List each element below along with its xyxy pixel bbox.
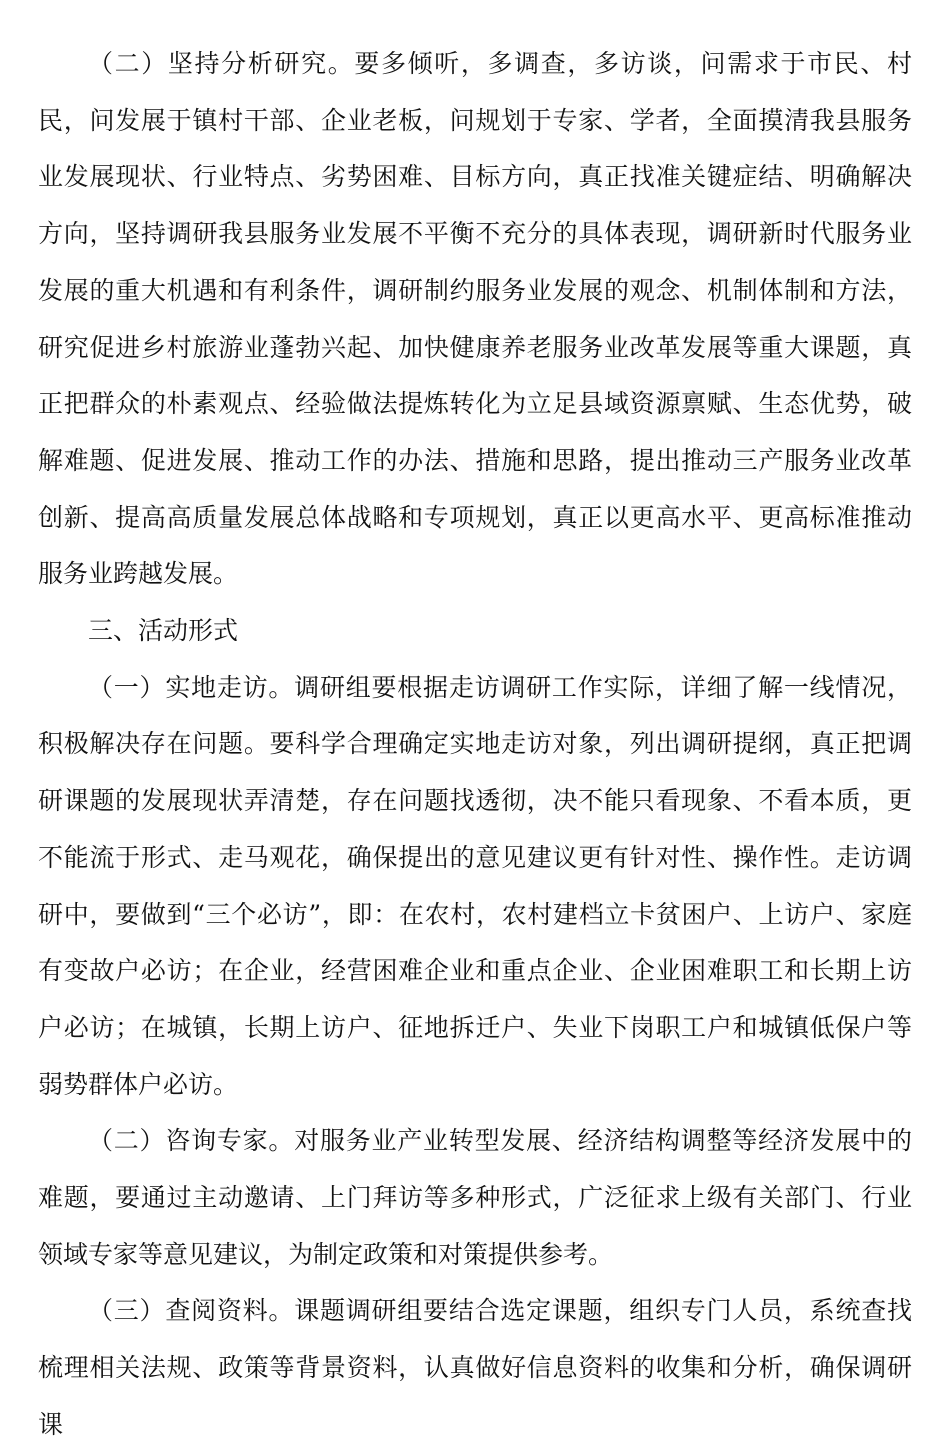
paragraph-review-materials: （三）查阅资料。课题调研组要结合选定课题，组织专门人员，系统查找梳理相关法规、政策等背景资料，认真做好信息资料的收集和分析，确保调研课: [38, 1296, 912, 1439]
paragraph-consult-experts: （二）咨询专家。对服务业产业转型发展、经济结构调整等经济发展中的难题，要通过主动邀请、上门拜访等多种形式，广泛征求上级有关部门、行业领域专家等意见建议，为制定政策和对策提供参考。: [38, 1126, 912, 1269]
document-body: [38, 36, 912, 1454]
paragraph-adhere-to-analysis: （二）坚持分析研究。要多倾听，多调查，多访谈，问需求于市民、村民，问发展于镇村干部、企业老板，问规划于专家、学者，全面摸清我县服务业发展现状、行业特点、劣势困难、目标方向，真正找准关键症结、明确解决方向，坚持调研我县服务业发展不平衡不充分的具体表现，调研新时代服务业发展的重大机遇和有利条件，调研制约服务业发展的观念、机制体制和方法，研究促进乡村旅游业蓬勃兴起、加快健康养老服务业改革发展等重大课题，真正把群众的朴素观点、经验做法提炼转化为立足县域资源禀赋、生态优势，破解难题、促进发展、推动工作的办法、措施和思路，提出推动三产服务业改革创新、提高高质量发展总体战略和专项规划，真正以更高水平、更高标准推动服务业跨越发展。: [38, 49, 912, 589]
paragraph-field-visits: （一）实地走访。调研组要根据走访调研工作实际，详细了解一线情况，积极解决存在问题。要科学合理确定实地走访对象，列出调研提纲，真正把调研课题的发展现状弄清楚，存在问题找透彻，决不能只看现象、不看本质，更不能流于形式、走马观花，确保提出的意见建议更有针对性、操作性。走访调研中，要做到“三个必访”，即：在农村，农村建档立卡贫困户、上访户、家庭有变故户必访；在企业，经营困难企业和重点企业、企业困难职工和长期上访户必访；在城镇，长期上访户、征地拆迁户、失业下岗职工户和城镇低保户等弱势群体户必访。: [38, 672, 912, 1099]
section-heading-activity-forms: 三、活动形式: [88, 616, 239, 646]
